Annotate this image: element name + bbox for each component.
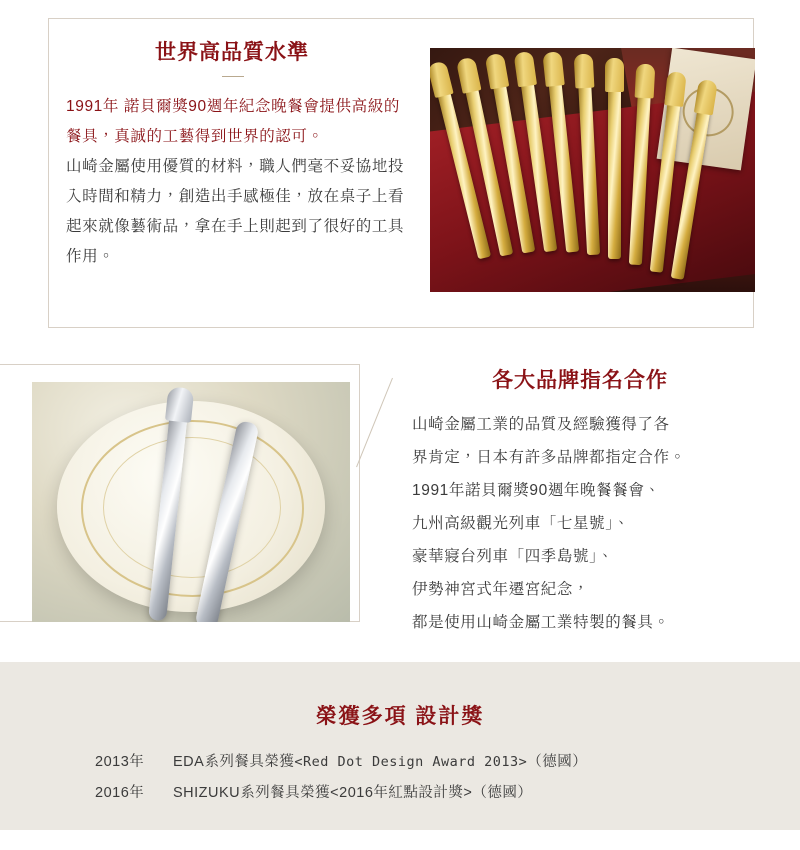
award-row (95, 778, 715, 809)
section2-line: 山崎金屬工業的品質及經驗獲得了各 (412, 416, 670, 433)
section2-line: 1991年諾貝爾獎90週年晚餐餐會、 (412, 482, 661, 499)
award-row (95, 747, 715, 778)
section2-diagonal-rule (370, 384, 418, 462)
section2-line: 豪華寢台列車「四季島號」、 (412, 548, 614, 565)
section-brand-cooperation (0, 340, 800, 640)
silver-cutlery-photo (32, 382, 350, 622)
awards-list (95, 747, 715, 809)
fork-icon (629, 90, 651, 265)
section1-highlight-paragraph: 1991年 諾貝爾獎90週年紀念晚餐會提供高級的餐具，真誠的工藝得到世界的認可。 (66, 98, 400, 145)
award-year: 2016年 (95, 785, 145, 801)
section3-title: 榮獲多項 設計獎 (315, 705, 485, 728)
section1-title-divider (222, 76, 244, 77)
fork-icon (608, 84, 621, 259)
section2-line: 都是使用山崎金屬工業特製的餐具。 (412, 614, 670, 631)
section1-title: 世界高品質水準 (155, 41, 309, 64)
section-awards (0, 662, 800, 830)
section-world-quality (0, 0, 800, 340)
award-year: 2013年 (95, 754, 145, 770)
section2-line: 九州高級觀光列車「七星號」、 (412, 515, 630, 532)
award-text-before: SHIZUKU系列餐具榮獲 (173, 785, 331, 801)
section1-body (66, 92, 411, 272)
award-text-before: EDA系列餐具榮獲 (173, 754, 295, 770)
award-name: <2016年紅點設計獎> (330, 785, 473, 801)
award-text-after: （德國） (527, 754, 588, 770)
section1-body-paragraph: 山崎金屬使用優質的材料，職人們毫不妥協地投入時間和精力，創造出手感極佳，放在桌子上看起來就像藝術品，拿在手上則起到了很好的工具作用。 (66, 158, 405, 265)
section2-title: 各大品牌指名合作 (492, 369, 668, 392)
section2-body (412, 408, 772, 639)
section2-line: 伊勢神宮式年遷宮紀念， (412, 581, 590, 598)
fork-icon (578, 80, 600, 255)
award-text-after: （德國） (472, 785, 533, 801)
section2-line: 界肯定，日本有許多品牌都指定合作。 (412, 449, 686, 466)
award-name: <Red Dot Design Award 2013> (294, 754, 528, 770)
fork-group (430, 48, 755, 292)
dinner-plate (57, 401, 324, 612)
gold-cutlery-photo (430, 48, 755, 292)
